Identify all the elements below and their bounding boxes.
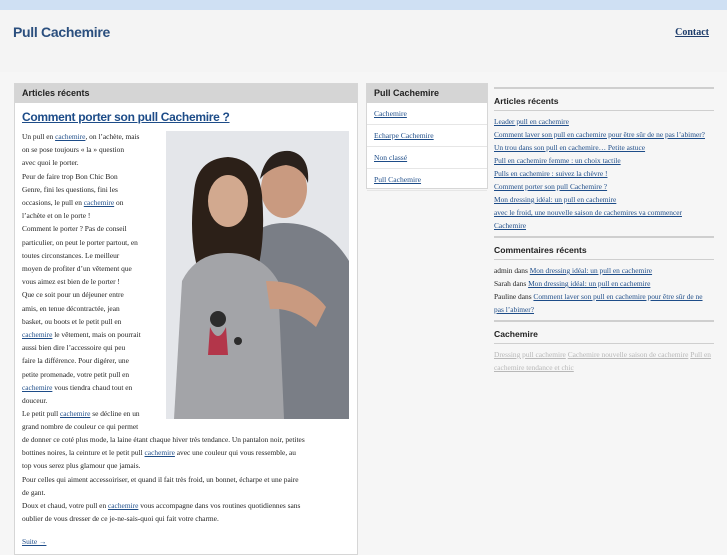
text-run: toutes circonstances. Le meilleur xyxy=(22,250,120,260)
text-line xyxy=(22,156,162,169)
comment-sep: dans xyxy=(516,292,534,301)
text-line xyxy=(22,407,162,420)
text-line xyxy=(22,459,352,472)
text-line xyxy=(22,433,352,446)
text-run: le vêtement, mais on pourrait xyxy=(52,330,141,340)
tag-link[interactable]: Cachemire nouvelle saison de cachemire xyxy=(567,350,689,359)
recent-post-link[interactable]: Comment laver son pull en cachemire pour être sûr de ne pas l’abimer? xyxy=(494,130,705,139)
comment-post-link[interactable]: Mon dressing idéal: un pull en cachemire xyxy=(528,279,651,288)
recent-comments-list xyxy=(494,259,714,316)
text-run: Pour celles qui aiment accessoiriser, et quand il fait très froid, un bonnet, écharpe et une paire xyxy=(22,474,299,484)
category-link[interactable]: Echarpe Cachemire xyxy=(374,131,434,140)
text-run: basket, ou boots et le petit pull en xyxy=(22,316,122,326)
text-run: de donner ce coté plus mode, la laine étant chaque hiver très tendance. Un pantalon noir, petites xyxy=(22,435,305,444)
text-line xyxy=(22,315,162,328)
text-run: avec quoi le porter. xyxy=(22,158,79,168)
recent-post-item xyxy=(494,141,714,154)
recent-post-item xyxy=(494,193,714,206)
comment-sep: dans xyxy=(512,266,530,275)
comment-sep: dans xyxy=(510,279,529,288)
recent-posts-title: Articles récents xyxy=(494,87,714,110)
recent-comments-title: Commentaires récents xyxy=(494,236,714,259)
post-title-link[interactable]: Comment porter son pull Cachemire ? xyxy=(22,110,230,124)
recent-post-link[interactable]: avec le froid, une nouvelle saison de cachemires va commencer Cachemire xyxy=(494,208,682,230)
text-run: vous aimez est bien de le porter ! xyxy=(22,277,120,287)
recent-post-item xyxy=(494,206,714,232)
recent-post-link[interactable]: Pull en cachemire femme : un choix tactile xyxy=(494,156,621,165)
read-more-link[interactable]: Suite → xyxy=(22,537,47,546)
comment-item xyxy=(494,290,714,316)
text-run: amis, en tenue décontractée, jean xyxy=(22,303,120,313)
text-run: petite promenade, votre petit pull en xyxy=(22,369,130,379)
text-line xyxy=(22,394,162,407)
text-run: vous accompagne dans vos routines quotidiennes sans xyxy=(138,501,301,511)
main-content xyxy=(14,83,358,555)
text-line xyxy=(22,288,162,301)
cachemire-link[interactable]: cachemire xyxy=(59,409,91,419)
text-line xyxy=(22,236,162,249)
recent-post-item xyxy=(494,167,714,180)
text-line xyxy=(22,209,162,222)
comment-author: Pauline xyxy=(494,292,517,301)
text-run: Peur de faire trop Bon Chic Bon xyxy=(22,171,118,181)
text-run: l’achète et on le porte ! xyxy=(22,211,91,221)
text-line xyxy=(22,196,162,209)
text-line xyxy=(22,143,162,156)
text-run: on xyxy=(114,198,124,208)
text-line xyxy=(22,486,352,499)
recent-post-item xyxy=(494,180,714,193)
text-line xyxy=(22,262,162,275)
recent-post-link[interactable]: Pulls en cachemire : suivez la chèvre ! xyxy=(494,169,608,178)
text-run: , on l’achète, mais xyxy=(85,132,140,141)
text-line xyxy=(22,512,352,525)
text-line xyxy=(22,249,162,262)
recent-post-link[interactable]: Comment porter son pull Cachemire ? xyxy=(494,182,608,191)
post-image xyxy=(166,131,349,419)
cachemire-link[interactable]: cachemire xyxy=(22,330,53,340)
text-line xyxy=(22,183,162,196)
comment-post-link[interactable]: Comment laver son pull en cachemire pour être sûr de ne pas l’abimer? xyxy=(494,292,703,314)
text-run: on se pose toujours « la » question xyxy=(22,145,125,155)
recent-posts-list xyxy=(494,110,714,232)
text-line xyxy=(22,302,162,315)
cachemire-link[interactable]: cachemire xyxy=(108,501,139,511)
text-run: douceur. xyxy=(22,396,48,406)
right-sidebar xyxy=(494,83,714,374)
text-line xyxy=(22,499,352,512)
text-line xyxy=(22,170,162,183)
text-run: oublier de vous dresser de ce je-ne-sais-quoi qui fait votre charme. xyxy=(22,514,219,524)
top-bar xyxy=(0,0,727,10)
text-line xyxy=(22,275,162,288)
tag-link[interactable]: Dressing pull cachemire xyxy=(494,350,566,359)
cachemire-link[interactable]: cachemire xyxy=(83,198,115,208)
text-run: Un pull en xyxy=(22,132,56,141)
text-run: avec une couleur qui vous ressemble, au xyxy=(174,448,296,458)
post-text-full xyxy=(22,433,352,525)
text-run: Genre, fini les questions, fini les xyxy=(22,184,118,194)
text-run: moyen de profiter d’un vêtement que xyxy=(22,264,132,274)
comment-item xyxy=(494,264,714,277)
contact-link[interactable]: Contact xyxy=(675,27,709,38)
main-header: Articles récents xyxy=(15,84,357,103)
text-run: faire la différence. Pour digérer, une xyxy=(22,356,129,366)
text-line xyxy=(22,328,162,341)
text-line xyxy=(22,420,162,433)
text-run: bottines noires, la ceinture et le petit pull xyxy=(22,448,145,458)
text-run: Doux et chaud, votre pull en xyxy=(22,501,108,511)
categories-box xyxy=(366,83,488,189)
text-line xyxy=(22,130,162,143)
category-link[interactable]: Pull Cachemire xyxy=(374,175,422,184)
text-line xyxy=(22,381,162,394)
text-run: vous tiendra chaud tout en xyxy=(52,382,133,392)
category-item xyxy=(367,103,487,125)
text-run: Que ce soit pour un déjeuner entre xyxy=(22,290,124,300)
category-item xyxy=(367,169,487,191)
post-text-column xyxy=(22,130,162,434)
text-run: particulier, on peut le porter partout, en xyxy=(22,237,138,247)
comment-item xyxy=(494,277,714,290)
site-header xyxy=(0,10,727,72)
category-link[interactable]: Cachemire xyxy=(374,109,407,118)
comment-author: admin xyxy=(494,266,513,275)
text-run: grand nombre de couleur ce qui permet xyxy=(22,422,139,432)
cachemire-link[interactable]: cachemire xyxy=(144,448,175,458)
tag-cloud xyxy=(494,343,714,374)
cachemire-link[interactable]: cachemire xyxy=(22,382,53,392)
text-run: de gant. xyxy=(22,487,46,497)
comment-author: Sarah xyxy=(494,279,511,288)
recent-post-item xyxy=(494,115,714,128)
text-line xyxy=(22,473,352,486)
recent-post-link[interactable]: Mon dressing idéal: un pull en cachemire xyxy=(494,195,617,204)
recent-post-item xyxy=(494,154,714,167)
tags-title: Cachemire xyxy=(494,320,714,343)
text-run: se décline en un xyxy=(90,409,140,419)
text-run: occasions, le pull en xyxy=(22,198,84,208)
recent-post-link[interactable]: Leader pull en cachemire xyxy=(494,117,569,126)
text-run: aussi bien dire l’accessoire qui peu xyxy=(22,343,126,353)
recent-post-item xyxy=(494,128,714,141)
text-run: Comment le porter ? Pas de conseil xyxy=(22,224,127,234)
comment-post-link[interactable]: Mon dressing idéal: un pull en cachemire xyxy=(529,266,653,275)
recent-post-link[interactable]: Un trou dans son pull en cachemire… Petite astuce xyxy=(494,143,646,152)
category-link[interactable]: Non classé xyxy=(374,153,408,162)
cachemire-link[interactable]: cachemire xyxy=(55,132,86,141)
categories-header: Pull Cachemire xyxy=(367,84,487,103)
text-run: Le petit pull xyxy=(22,409,60,419)
text-line xyxy=(22,368,162,381)
category-item xyxy=(367,125,487,147)
category-item xyxy=(367,147,487,169)
site-title[interactable]: Pull Cachemire xyxy=(13,24,110,40)
text-line xyxy=(22,222,162,235)
tag-link[interactable]: Pull en cachemire tendance et chic xyxy=(494,350,711,372)
text-line xyxy=(22,341,162,354)
text-run: top vous serez plus glamour que jamais. xyxy=(22,461,141,471)
text-line xyxy=(22,446,352,459)
text-line xyxy=(22,354,162,367)
